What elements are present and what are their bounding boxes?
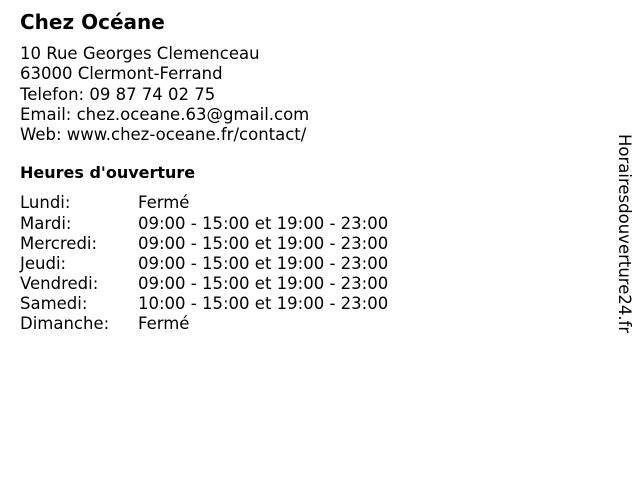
hours-row-vendredi <box>20 274 600 294</box>
phone-line: Telefon: 09 87 74 02 75 <box>20 84 216 104</box>
hours-title: Heures d'ouverture <box>20 163 196 183</box>
day-time: Fermé <box>138 193 190 213</box>
day-time: 09:00 - 15:00 et 19:00 - 23:00 <box>138 233 389 253</box>
business-card <box>20 10 600 334</box>
day-label: Lundi: <box>20 193 71 213</box>
hours-table <box>20 193 600 334</box>
source-watermark: Horairesdouverture24.fr <box>615 134 634 334</box>
day-time: 09:00 - 15:00 et 19:00 - 23:00 <box>138 273 389 293</box>
day-label: Vendredi: <box>20 273 99 293</box>
address-street: 10 Rue Georges Clemenceau <box>20 44 260 63</box>
email-line: Email: chez.oceane.63@gmail.com <box>20 104 310 124</box>
day-label: Samedi: <box>20 293 88 313</box>
day-label: Mardi: <box>20 213 72 233</box>
day-time: 10:00 - 15:00 et 19:00 - 23:00 <box>138 293 389 313</box>
hours-row-samedi <box>20 294 600 314</box>
day-time: 09:00 - 15:00 et 19:00 - 23:00 <box>138 213 389 233</box>
web-line: Web: www.chez-oceane.fr/contact/ <box>20 125 307 145</box>
hours-row-jeudi <box>20 254 600 274</box>
hours-row-mercredi <box>20 234 600 254</box>
day-time: 09:00 - 15:00 et 19:00 - 23:00 <box>138 253 389 273</box>
day-label: Dimanche: <box>20 314 110 334</box>
day-label: Mercredi: <box>20 233 98 253</box>
day-label: Jeudi: <box>20 253 67 273</box>
address-city: 63000 Clermont-Ferrand <box>20 64 223 84</box>
hours-row-mardi <box>20 214 600 234</box>
business-name: Chez Océane <box>20 10 165 34</box>
hours-row-lundi <box>20 193 600 213</box>
hours-row-dimanche <box>20 314 600 334</box>
business-address <box>20 44 600 145</box>
day-time: Fermé <box>138 314 190 334</box>
